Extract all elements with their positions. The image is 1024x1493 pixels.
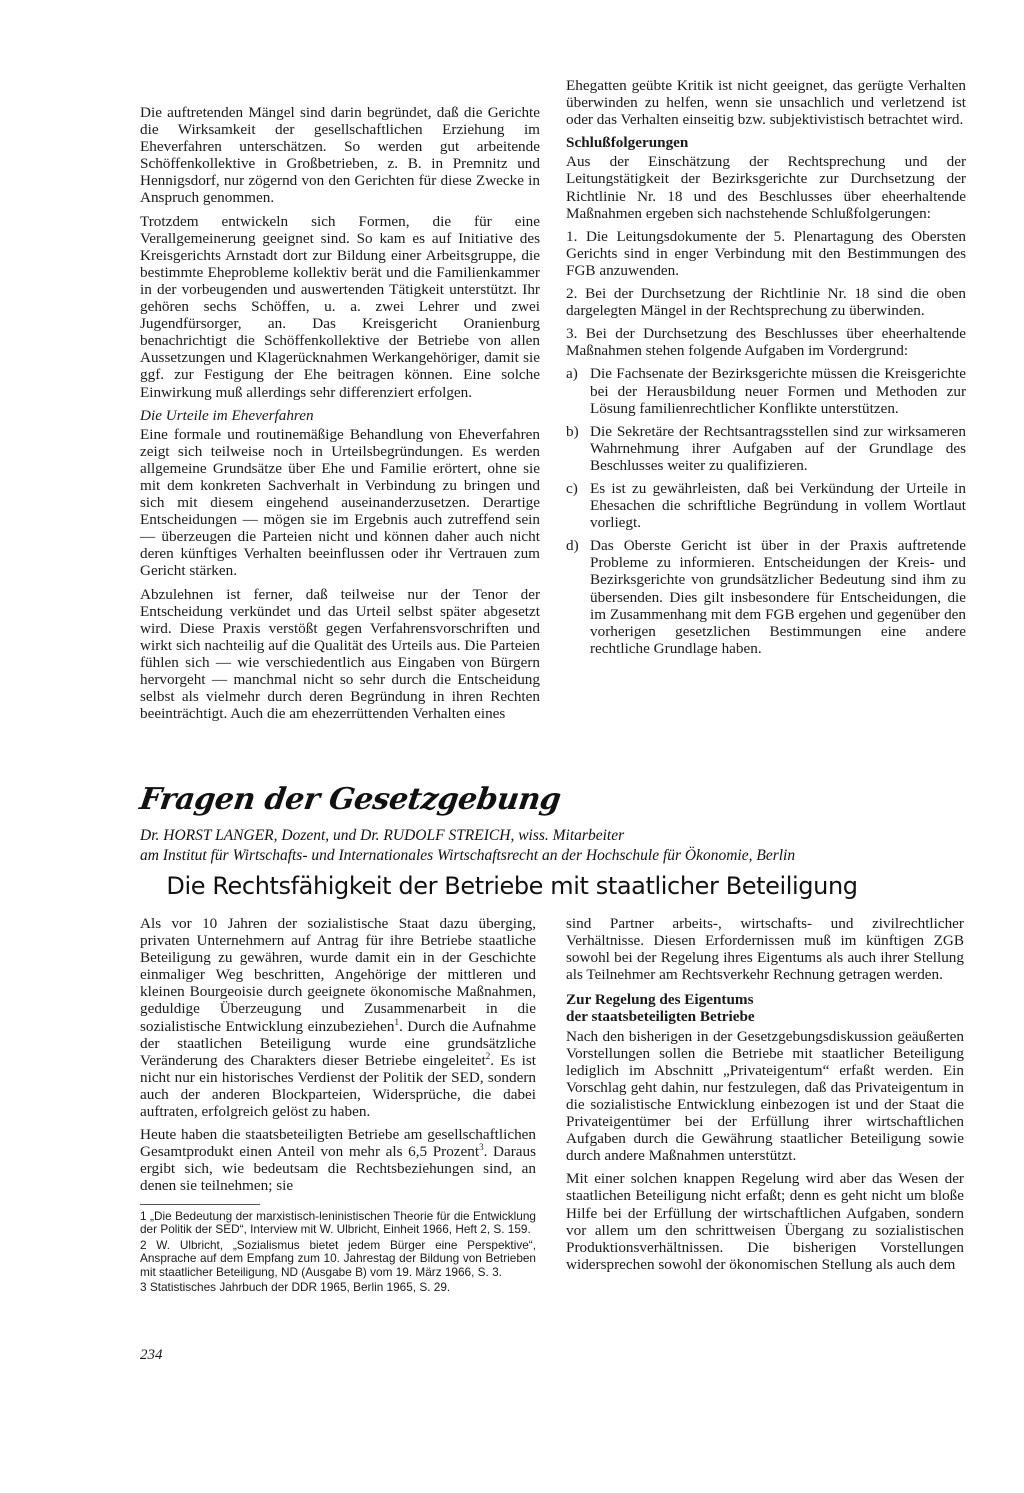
paragraph-text: Als vor 10 Jahren der sozialistische Staat dazu überging, privaten Unternehmern auf Antrag für ihre Betriebe staatliche Beteiligung zu gewähren, wurde damit ein in der Geschichte einmaliger Weg beschritten, Angehörige der mittleren und kleinen Bourgeoisie durch geeignete ökonomische Maßnahmen, geduldige Überzeugung und Zusammenarbeit in die sozialistische Entwicklung einzubeziehen <box>140 915 536 1035</box>
paragraph-text: Heute haben die staatsbeteiligten Betriebe am gesellschaftlichen Gesamtprodukt einen Anteil von mehr als 6,5 Prozent <box>140 1126 536 1161</box>
list-item <box>566 480 966 531</box>
paragraph: Aus der Einschätzung der Rechtsprechung und der Leitungstätigkeit der Bezirksgerichte zur Durchsetzung der Richtlinie Nr. 18 und des Beschlusses über eheerhaltende Maßnahmen ergeben sich nachstehende Schlußfolgerungen: <box>566 153 966 222</box>
list-item-text: Das Oberste Gericht ist über in der Praxis auftretende Probleme zu informieren. Entscheidungen der Kreis- und Bezirksgerichte von grundsätzlicher Bedeutung sind ihm zu übersenden. Dies gilt insbesondere für Entscheidungen, die im Zusammenhang mit dem FGB ergehen und gegenüber den vorherigen gesetzlichen Bestimmungen eine andere rechtliche Grundlage haben. <box>590 537 966 657</box>
list-item-label: b) <box>566 422 579 440</box>
footnote: 3 Statistisches Jahrbuch der DDR 1965, Berlin 1965, S. 29. <box>140 1280 451 1295</box>
paragraph-text: . Es ist nicht nur ein historisches Verdienst der Politik der SED, sondern auch der anderen Blockparteien, Widersprüche, die dabei auftraten, erfolgreich gelöst zu haben. <box>140 1051 536 1121</box>
paragraph-text: . Durch die Aufnahme der staatlichen Beteiligung wurde eine grundsätzliche Veränderung des Charakters dieser Betriebe eingeleitet <box>140 1017 536 1069</box>
paragraph: Trotzdem entwickeln sich Formen, die für eine Verallgemeinerung geeignet sind. So kam es auf Initiative des Kreisgerichts Arnstadt dort zur Bildung einer Arbeitsgruppe, die bestimmte Eheprobleme kollektiv berät und die Familienkammer in der vorbeugenden und auswertenden Tätigkeit unterstützt. Ihr gehören sechs Schöffen, u. a. zwei Lehrer und zwei Jugendfürsorger, an. Das Kreisgericht Oranienburg benachrichtigt die Schöffenkollektive der Betriebe von allen Aussetzungen und Klagerücknahmen Werkangehöriger, damit sie ggf. zur Festigung der Ehe beitragen können. Eine solche Einwirkung muß allerdings sehr differenziert erfolgen. <box>140 212 540 401</box>
list-item <box>566 423 966 474</box>
list-item <box>566 365 966 416</box>
paragraph <box>140 915 536 1120</box>
list-item-label: a) <box>566 365 578 383</box>
paragraph: Die auftretenden Mängel sind darin begründet, daß die Gerichte die Wirksamkeit der gesellschaftlichen Erziehung im Eheverfahren unterschätzen. So werden gut arbeitende Schöffenkollektive in Großbetrieben, z. B. in Premnitz und Hennigsdorf, nur zögernd von den Gerichten für diese Zwecke in Anspruch genommen. <box>140 104 540 207</box>
subheading-eigentum-2: der staatsbeteiligten Betriebe <box>566 1008 755 1026</box>
paragraph: sind Partner arbeits-, wirtschafts- und zivilrechtlicher Verhältnisse. Diesen Erfordernissen muß im künftigen ZGB sowohl bei der Regelung ihres Eigentums als auch ihrer Stellung als Teilnehmer am Rechtsverkehr Rechnung getragen werden. <box>566 915 964 984</box>
footnote-ref: 1 <box>394 1016 399 1027</box>
section-title: Fragen der Gesetzgebung <box>137 782 563 817</box>
bottom-right-column <box>566 915 964 1279</box>
list-item <box>566 537 966 657</box>
numbered-item: 3. Bei der Durchsetzung des Beschlusses über eheerhaltende Maßnahmen stehen folgende Aufgaben im Vordergrund: <box>566 325 966 360</box>
authors-line-1: Dr. HORST LANGER, Dozent, und Dr. RUDOLF STREICH, wiss. Mitarbeiter <box>140 827 625 844</box>
footnote: 1 „Die Bedeutung der marxistisch-leninistischen Theorie für die Entwicklung der Politik der SED“, Interview mit W. Ulbricht, Einheit 1966, Heft 2, S. 159. <box>140 1209 536 1237</box>
footnote-ref: 3 <box>479 1142 484 1153</box>
article-title: Die Rechtsfähigkeit der Betriebe mit staatlicher Beteiligung <box>166 872 858 900</box>
paragraph: Nach den bisherigen in der Gesetzgebungsdiskussion geäußerten Vorstellungen sollen die Betriebe mit staatlicher Beteiligung lediglich im Abschnitt „Privateigentum“ erfaßt werden. Ein Vorschlag geht dahin, nur festzulegen, daß das Privateigentum in die sozialistische Entwicklung einbezogen ist und der Staat die Privateigentümer bei der Erfüllung ihrer wirtschaftlichen Aufgaben durch die Gewährung staatlicher Beteiligung sowie durch andere Maßnahmen unterstützt. <box>566 1027 964 1165</box>
paragraph: Mit einer solchen knappen Regelung wird aber das Wesen der staatlichen Beteiligung nicht erfaßt; denn es geht nicht um bloße Hilfe bei der Erfüllung der wirtschaftlichen Aufgaben, sondern vor allem um den schrittweisen Übergang zu sozialistischen Produktionsverhältnissen. Die bisherigen Vorstellungen widersprechen sowohl der ökonomischen Stellung als auch dem <box>566 1170 964 1273</box>
footnote-ref: 2 <box>485 1050 491 1061</box>
footnote-divider <box>140 1204 260 1205</box>
subheading-urteile: Die Urteile im Eheverfahren <box>140 406 314 424</box>
list-item-text: Es ist zu gewährleisten, daß bei Verkündung der Urteile in Ehesachen die schriftliche Begründung in vollem Wortlaut vorliegt. <box>590 479 966 532</box>
top-right-column <box>566 77 966 663</box>
list-item-text: Die Sekretäre der Rechtsantragsstellen sind zur wirksameren Wahrnehmung ihrer Aufgaben auf der Grundlage des Beschlusses weiter zu qualifizieren. <box>590 422 966 474</box>
subheading-schlussfolgerungen: Schlußfolgerungen <box>566 134 689 152</box>
paragraph: Eine formale und routinemäßige Behandlung von Eheverfahren zeigt sich teilweise noch in Urteilsbegründungen. Es werden allgemeine Grundsätze über Ehe und Familie erörtert, ohne sie mit dem konkreten Sachverhalt in Verbindung zu bringen und sich mit diesem eingehend auseinanderzusetzen. Derartige Entscheidungen — mögen sie im Ergebnis auch zutreffend sein — überzeugen die Parteien nicht und können daher auch nicht deren künftiges Verhalten beeinflussen oder ihr Vertrauen zum Gericht stärken. <box>140 425 540 580</box>
footnote: 2 W. Ulbricht, „Sozialismus bietet jedem Bürger eine Perspektive“, Ansprache auf dem Empfang zum 10. Jahrestag der Bildung von Betrieben mit staatlicher Beteiligung, ND (Ausgabe B) vom 19. März 1966, S. 3. <box>140 1237 536 1279</box>
list-item-label: c) <box>566 479 578 497</box>
authors-line-2: am Institut für Wirtschafts- und Internationales Wirtschaftsrecht an der Hochschule für Ökonomie, Berlin <box>140 847 796 864</box>
paragraph: Abzulehnen ist ferner, daß teilweise nur der Tenor der Entscheidung verkündet und das Urteil selbst später abgesetzt wird. Diese Praxis verstößt gegen Verfahrensvorschriften und wirkt sich nachteilig auf die Qualität des Urteils aus. Die Parteien fühlen sich — wie verschiedentlich aus Eingaben von Bürgern hervorgeht — manchmal nicht so sehr durch die Entscheidung selbst als vielmehr durch deren Begründung in ihren Rechten beeinträchtigt. Auch die am ehezerrüttenden Verhalten eines <box>140 585 540 723</box>
numbered-item: 2. Bei der Durchsetzung der Richtlinie Nr. 18 sind die oben dargelegten Mängel in der Rechtsprechung zu überwinden. <box>566 285 966 320</box>
paragraph: Ehegatten geübte Kritik ist nicht geeignet, das gerügte Verhalten überwinden zu helfen, wenn sie unsachlich und verletzend ist oder das Verhalten einseitig bzw. subjektivistisch betrachtet wird. <box>566 77 966 129</box>
list-item-label: d) <box>566 537 579 555</box>
page-number: 234 <box>140 1347 163 1363</box>
numbered-item: 1. Die Leitungsdokumente der 5. Plenartagung des Obersten Gerichts sind in enger Verbindung mit den Bestimmungen des FGB anzuwenden. <box>566 227 966 279</box>
subheading-eigentum: Zur Regelung des Eigentums <box>566 991 754 1009</box>
footnotes <box>140 1210 536 1296</box>
list-item-text: Die Fachsenate der Bezirksgerichte müssen die Kreisgerichte bei der Herausbildung neuer Formen und Methoden zur Lösung familienrechtlicher Konflikte unterstützen. <box>590 365 966 417</box>
top-left-column <box>140 104 540 728</box>
bottom-left-column <box>140 915 536 1201</box>
paragraph <box>140 1126 536 1194</box>
paragraph-text: . Daraus ergibt sich, wie bedeutsam die Rechtsbeziehungen sind, an denen sie teilnehmen; sie <box>140 1143 537 1195</box>
